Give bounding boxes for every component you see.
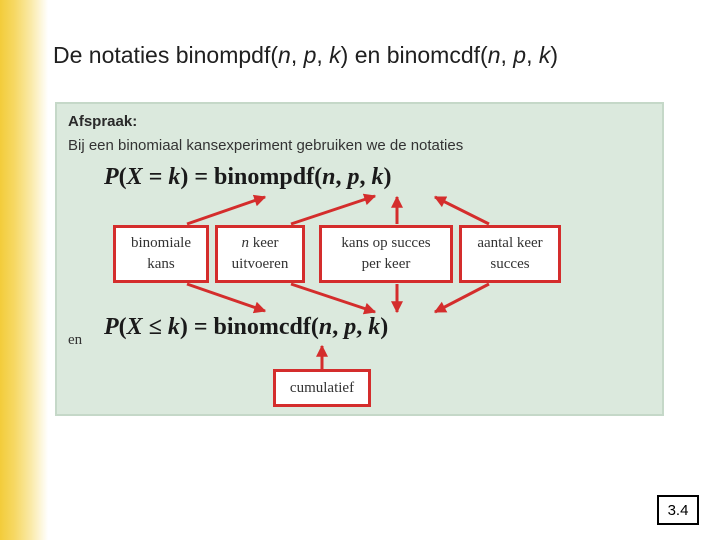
page-number: 3.4 bbox=[657, 495, 699, 525]
formula-binomcdf: P(X ≤ k) = binomcdf(n, p, k) bbox=[104, 314, 389, 340]
decorative-stripe bbox=[0, 0, 48, 540]
panel-intro: Bij een binomiaal kansexperiment gebruiken we de notaties bbox=[68, 137, 464, 154]
arrow-n-to-cdf bbox=[291, 284, 375, 312]
term-box-binomiale-kans: binomiale kans bbox=[113, 225, 209, 283]
arrow-binomiale-to-cdf bbox=[187, 284, 265, 311]
term-box-kans-op-succes: kans op succes per keer bbox=[319, 225, 453, 283]
arrow-binomiale-to-pdf bbox=[187, 197, 265, 224]
en-label: en bbox=[68, 332, 83, 348]
definition-panel bbox=[55, 102, 664, 416]
formula-binompdf: P(X = k) = binompdf(n, p, k) bbox=[104, 164, 392, 190]
arrow-n-to-pdf bbox=[291, 196, 375, 224]
arrow-k-to-cdf bbox=[435, 284, 489, 312]
panel-heading: Afspraak: bbox=[68, 113, 138, 130]
term-box-cumulatief: cumulatief bbox=[273, 369, 371, 407]
arrow-k-to-pdf bbox=[435, 197, 489, 224]
term-box-aantal-keer-succes: aantal keer succes bbox=[459, 225, 561, 283]
slide-title: De notaties binompdf(n, p, k) en binomcdf(n, p, k) bbox=[53, 42, 559, 68]
term-box-n-keer-uitvoeren: n keer uitvoeren bbox=[215, 225, 305, 283]
